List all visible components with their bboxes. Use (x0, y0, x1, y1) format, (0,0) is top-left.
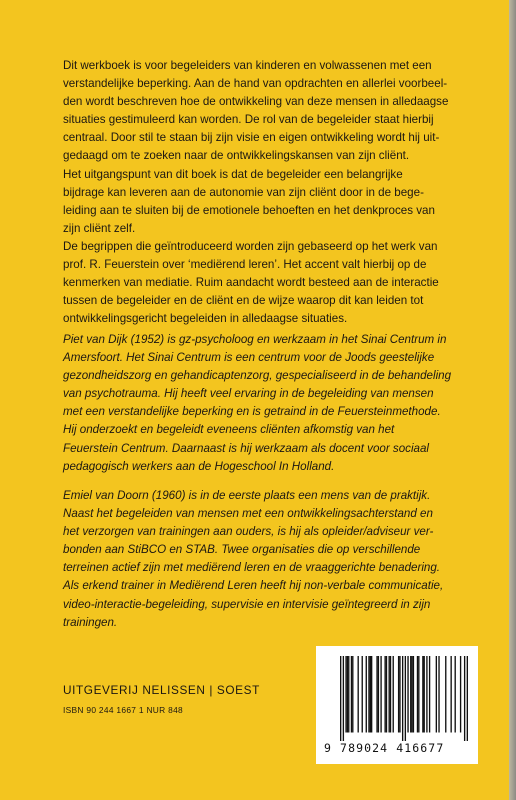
description-line: Het uitgangspunt van dit boek is dat de begeleider een belangrijke (63, 167, 403, 181)
barcode-bar (384, 656, 385, 733)
barcode-bar (348, 656, 349, 733)
bio-line: Amersfoort. Het Sinai Centrum is een centrum voor de Joods geestelijke (63, 351, 435, 365)
description-line: leiding aan te sluiten bij de emotionele behoeften en het denkproces van (63, 203, 435, 217)
bio-line: Feuerstein Centrum. Daarnaast is hij werkzaam als docent voor sociaal (63, 441, 430, 455)
description-line: zijn cliënt zelf. (63, 221, 136, 235)
description-line: bijdrage kan leveren aan de autonomie van zijn cliënt door in de bege- (63, 185, 424, 199)
barcode-bar (402, 656, 403, 741)
barcode-bar (450, 656, 451, 733)
barcode-bar (371, 656, 372, 733)
barcode-bar (378, 656, 379, 733)
description-line: ontwikkelingsgericht begeleiden in alledaagse situaties. (63, 312, 348, 326)
barcode-bar (345, 656, 346, 733)
description-line: prof. R. Feuerstein over ‘mediërend leren’. Het accent valt hierbij op de (63, 258, 427, 272)
barcode-bar (351, 656, 352, 733)
barcode-bar (389, 656, 390, 733)
barcode-bar (436, 656, 437, 733)
barcode-bar (366, 656, 367, 733)
description-line: den wordt beschreven hoe de ontwikkeling van deze mensen in alledaagse (63, 95, 449, 109)
barcode-number: 9 789024 416677 (324, 741, 445, 755)
barcode-bar (422, 656, 423, 733)
barcode-bar (413, 656, 414, 733)
bio-line: Als erkend trainer in Mediërend Leren heeft hij non-verbale communicatie, (63, 579, 444, 593)
barcode-bar (393, 656, 394, 733)
barcode-bar (399, 656, 400, 733)
barcode-bar (405, 656, 406, 741)
barcode-bar (417, 656, 418, 733)
bio-line: Piet van Dijk (1952) is gz-psycholoog en werkzaam in het Sinai Centrum in (63, 333, 447, 346)
barcode-bar (370, 656, 371, 733)
bio-line: gezondheidszorg en gehandicaptenzorg, gespecialiseerd in de behandeling (63, 369, 452, 383)
description-line: Dit werkboek is voor begeleiders van kinderen en volwassenen met een (63, 59, 432, 72)
barcode-bar (410, 656, 411, 733)
description-line: centraal. Door stil te staan bij zijn visie en eigen ontwikkeling wordt hij uit- (63, 131, 440, 145)
barcode-bar (438, 656, 439, 733)
barcode-bar (343, 656, 344, 741)
bio-line: pedagogisch werkers aan de Hogeschool In Holland. (63, 459, 335, 473)
author-bio-emiel-van-doorn (63, 487, 475, 632)
bio-line: bonden aan StiBCO en STAB. Twee organisaties die op verschillende (63, 543, 421, 557)
author-bio-piet-van-dijk (63, 331, 475, 476)
barcode-bar (424, 656, 425, 733)
bio-line: trainingen. (63, 615, 118, 629)
barcode-bar (340, 656, 341, 741)
bio-line: met een verstandelijke beperking en is getraind in de Feuersteinmethode. (63, 405, 441, 419)
barcode-bar (407, 656, 408, 733)
description-line: tussen de begeleider en de cliënt en de wijze waarop dit kan leiden tot (63, 294, 424, 308)
description-line: kenmerken van mediatie. Ruim aandacht wordt besteed aan de interactie (63, 276, 439, 290)
barcode-bar (390, 656, 391, 733)
description-line: De begrippen die geïntroduceerd worden zijn gebaseerd op het werk van (63, 239, 438, 253)
barcode-bar (347, 656, 348, 733)
barcode-bar (429, 656, 430, 733)
barcode-bars (340, 656, 468, 741)
bio-line: Hij onderzoekt en begeleidt eveneens cliënten afkomstig van het (63, 423, 395, 437)
isbn-line: ISBN 90 244 1667 1 NUR 848 (63, 705, 184, 715)
bio-line: van psychotrauma. Hij heeft veel ervaring in de begeleiding van mensen (63, 387, 434, 401)
bio-line: video-interactie-begeleiding, supervisie en intervisie geïntegreerd in zijn (63, 597, 431, 611)
description-text (63, 57, 475, 328)
barcode-bar (362, 656, 363, 733)
barcode-bar (386, 656, 387, 733)
barcode-bar (455, 656, 456, 733)
page-edge (509, 0, 516, 800)
barcode-bar (376, 656, 377, 733)
barcode-bar (368, 656, 369, 733)
bio-line: Naast het begeleiden van mensen met een ontwikkelingsachterstand en (63, 507, 433, 521)
barcode-bar (445, 656, 446, 733)
barcode-bar (352, 656, 353, 733)
barcode-bar (460, 656, 461, 733)
barcode-bar (411, 656, 412, 733)
publisher-name: UITGEVERIJ NELISSEN | SOEST (63, 683, 260, 697)
barcode-bar (380, 656, 381, 733)
barcode-bar (464, 656, 465, 741)
description-line: gedaagd om te zoeken naar de ontwikkelingskansen van zijn cliënt. (63, 149, 410, 163)
barcode-bar (398, 656, 399, 733)
barcode-bar (467, 656, 468, 741)
description-line: verstandelijke beperking. Aan de hand van opdrachten en allerlei voorbeel- (63, 77, 448, 91)
bio-line: Emiel van Doorn (1960) is in de eerste plaats een mens van de praktijk. (63, 489, 431, 502)
barcode-label (316, 646, 478, 764)
barcode-bar (418, 656, 419, 733)
description-line: situaties gestimuleerd kan worden. De rol van de begeleider staat hierbij (63, 113, 434, 127)
bio-line: het verzorgen van trainingen aan ouders, is hij als opleider/adviseur ver- (63, 525, 434, 539)
bio-line: terreinen actief zijn met mediërend leren en de vraaggerichte benadering. (63, 561, 441, 575)
barcode-bar (358, 656, 359, 733)
barcode-bar (426, 656, 427, 733)
